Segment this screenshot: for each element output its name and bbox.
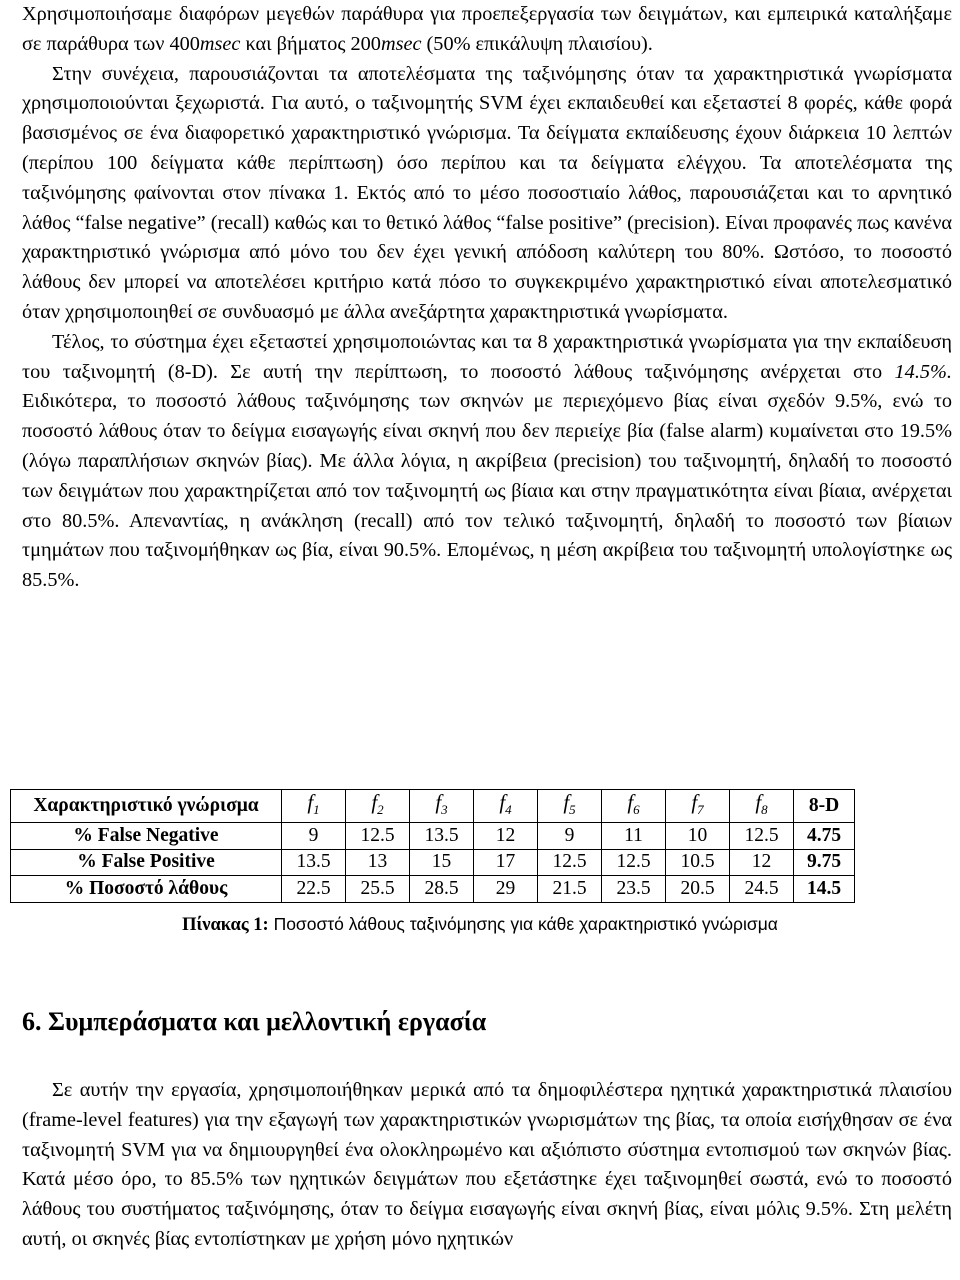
table-caption xyxy=(0,914,960,936)
feature-index: 6 xyxy=(633,802,640,818)
feature-header xyxy=(474,790,538,823)
table-cell: 24.5 xyxy=(730,876,794,903)
error-rate-value: 14.5%. xyxy=(894,360,952,383)
table-cell: 11 xyxy=(602,823,666,850)
feature-letter: f xyxy=(435,790,442,814)
feature-index: 2 xyxy=(377,802,384,818)
paragraph-results: Στην συνέχεια, παρουσιάζονται τα αποτελέσματα της ταξινόμησης όταν τα χαρακτηριστικά γνωρίσματα χρησιμοποιούνται ξεχωριστά. Για αυτό, ο ταξινομητής SVM έχει εκπαιδευθεί και εξεταστεί 8 φορές, κάθε φορά βασισμένος σε ένα διαφορετικό χαρακτηριστικό γνώρισμα. Τα δείγματα εκπαίδευσης έχουν διάρκεια 10 λεπτών (περίπου 100 δείγματα κάθε περίπτωση) όσο περίπου και τα δείγματα ελέγχου. Τα αποτελέσματα της ταξινόμησης φαίνονται στον πίνακα 1. Εκτός από το μέσο ποσοστιαίο λάθος, παρουσιάζεται και το αρνητικό λάθος “false negative” (recall) καθώς και το θετικό λάθος “false positive” (precision). Είναι προφανές πως κανένα χαρακτηριστικό γνώρισμα από μόνο του δεν έχει γενική απόδοση καλύτερη του 80%. Ωστόσο, το ποσοστό λάθους δεν μπορεί να αποτελέσει κριτήριο κατά πόσο το συγκεκριμένο χαρακτηριστικό είναι αποτελεσματικό όταν χρησιμοποιηθεί σε συνδυασμό με άλλα ανεξάρτητα χαρακτηριστικά γνωρίσματα. xyxy=(22,62,952,323)
text-run: Τέλος, το σύστημα έχει εξεταστεί χρησιμοποιώντας και τα 8 χαρακτηριστικά γνωρίσματα για την εκπαίδευση του ταξινομητή (8-D). Σε αυτή την περίπτωση, το ποσοστό λάθους ταξινόμησης ανέρχεται στο xyxy=(22,330,952,383)
table-cell: 9 xyxy=(282,823,346,850)
feature-header xyxy=(666,790,730,823)
table-cell: 12 xyxy=(474,823,538,850)
table-cell: 21.5 xyxy=(538,876,602,903)
feature-index: 8 xyxy=(761,802,768,818)
feature-header xyxy=(602,790,666,823)
table-header-row xyxy=(11,790,855,823)
table-corner-cell: Χαρακτηριστικό γνώρισμα xyxy=(11,790,282,823)
table-cell: 13 xyxy=(346,849,410,876)
table-cell: 23.5 xyxy=(602,876,666,903)
table-row xyxy=(11,876,855,903)
total-cell: 14.5 xyxy=(794,876,855,903)
table-cell: 22.5 xyxy=(282,876,346,903)
table-cell: 10 xyxy=(666,823,730,850)
text-run: Ειδικότερα, το ποσοστό λάθους ταξινόμησης των σκηνών με περιεχόμενο βίας είναι σχεδόν 9.5%, ενώ το ποσοστό λάθους όταν το δείγμα εισαγωγής είναι σκηνή που δεν περιείχε βία (false alarm) κυμαίνεται στο 19.5% (λόγω παραπλήσιων σκηνών βίας). Με άλλα λόγια, η ακρίβεια (precision) του ταξινομητή, δηλαδή το ποσοστό των δειγμάτων που χαρακτηρίζεται από τον ταξινομητή ως βίαια και στην πραγματικότητα είναι βίαια, ανέρχεται στο 80.5%. Απεναντίας, η ανάκληση (recall) από τον τελικό ταξινομητή, δηλαδή το ποσοστό των βίαιων τμημάτων που ταξινομήθηκαν ως βία, είναι 90.5%. Επομένως, η μέση ακρίβεια του ταξινομητή υπολογίστηκε ως 85.5%. xyxy=(22,390,952,592)
feature-letter: f xyxy=(691,790,698,814)
feature-index: 5 xyxy=(569,802,576,818)
text-run: (50% επικάλυψη πλαισίου). xyxy=(421,32,653,55)
table-cell: 20.5 xyxy=(666,876,730,903)
row-label: % False Positive xyxy=(11,849,282,876)
table-cell: 13.5 xyxy=(410,823,474,850)
caption-text: Ποσοστό λάθους ταξινόμησης για κάθε χαρακτηριστικό γνώρισμα xyxy=(268,914,778,934)
table-cell: 15 xyxy=(410,849,474,876)
total-cell: 4.75 xyxy=(794,823,855,850)
feature-header xyxy=(282,790,346,823)
paragraph-window-size xyxy=(22,0,952,60)
feature-index: 3 xyxy=(441,802,448,818)
feature-letter: f xyxy=(563,790,570,814)
feature-letter: f xyxy=(371,790,378,814)
table-cell: 29 xyxy=(474,876,538,903)
table-cell: 13.5 xyxy=(282,849,346,876)
feature-header xyxy=(410,790,474,823)
table-row xyxy=(11,849,855,876)
feature-letter: f xyxy=(307,790,314,814)
row-label: % False Negative xyxy=(11,823,282,850)
table-cell: 17 xyxy=(474,849,538,876)
section-body xyxy=(22,1076,952,1255)
text-run: και βήματος 200 xyxy=(240,32,381,55)
row-label: % Ποσοστό λάθους xyxy=(11,876,282,903)
feature-header xyxy=(346,790,410,823)
table-cell: 25.5 xyxy=(346,876,410,903)
total-header: 8-D xyxy=(794,790,855,823)
body-text xyxy=(22,0,952,596)
feature-index: 7 xyxy=(697,802,704,818)
table-cell: 12.5 xyxy=(346,823,410,850)
results-table xyxy=(10,789,855,903)
feature-header xyxy=(730,790,794,823)
total-cell: 9.75 xyxy=(794,849,855,876)
table-cell: 12 xyxy=(730,849,794,876)
table-cell: 28.5 xyxy=(410,876,474,903)
section-heading: 6. Συμπεράσματα και μελλοντική εργασία xyxy=(22,1007,487,1036)
text-run: Χρησιμοποιήσαμε διαφόρων μεγεθών παράθυρα για προεπεξεργασία των δειγμάτων, και εμπειρικά καταλήξαμε σε παράθυρα των 400 xyxy=(22,3,952,55)
paragraph-8d-results xyxy=(22,328,952,596)
feature-header xyxy=(538,790,602,823)
table-row xyxy=(11,823,855,850)
feature-index: 1 xyxy=(313,802,320,818)
table-cell: 10.5 xyxy=(666,849,730,876)
table-cell: 12.5 xyxy=(538,849,602,876)
unit-msec: msec xyxy=(199,32,241,55)
table-cell: 9 xyxy=(538,823,602,850)
paragraph-conclusions: Σε αυτήν την εργασία, χρησιμοποιήθηκαν μερικά από τα δημοφιλέστερα ηχητικά χαρακτηριστικά πλαισίου (frame-level features) για την εξαγωγή των χαρακτηριστικών γνωρισμάτων της βίας, τα οποία εισήχθησαν σε ένα ταξινομητή SVM για να δημιουργηθεί ένα ολοκληρωμένο και αξιόπιστο σύστημα εντοπισμού των σκηνών βίας. Κατά μέσο όρο, το 85.5% των ηχητικών δειγμάτων που εξετάστηκε έχει ταξινομηθεί σωστά, ενώ το ποσοστό λάθους του συστήματος ταξινόμησης, όταν το δείγμα εισαγωγής είναι σκηνή βίας, είναι μόλις 9.5%. Στη μελέτη αυτή, οι σκηνές βίας εντοπίστηκαν με χρήση μόνο ηχητικών xyxy=(22,1079,952,1250)
feature-letter: f xyxy=(499,790,506,814)
feature-letter: f xyxy=(755,790,762,814)
feature-letter: f xyxy=(627,790,634,814)
feature-index: 4 xyxy=(505,802,512,818)
table-cell: 12.5 xyxy=(602,849,666,876)
unit-msec: msec xyxy=(380,32,422,55)
caption-label: Πίνακας 1: xyxy=(182,915,269,935)
table-cell: 12.5 xyxy=(730,823,794,850)
